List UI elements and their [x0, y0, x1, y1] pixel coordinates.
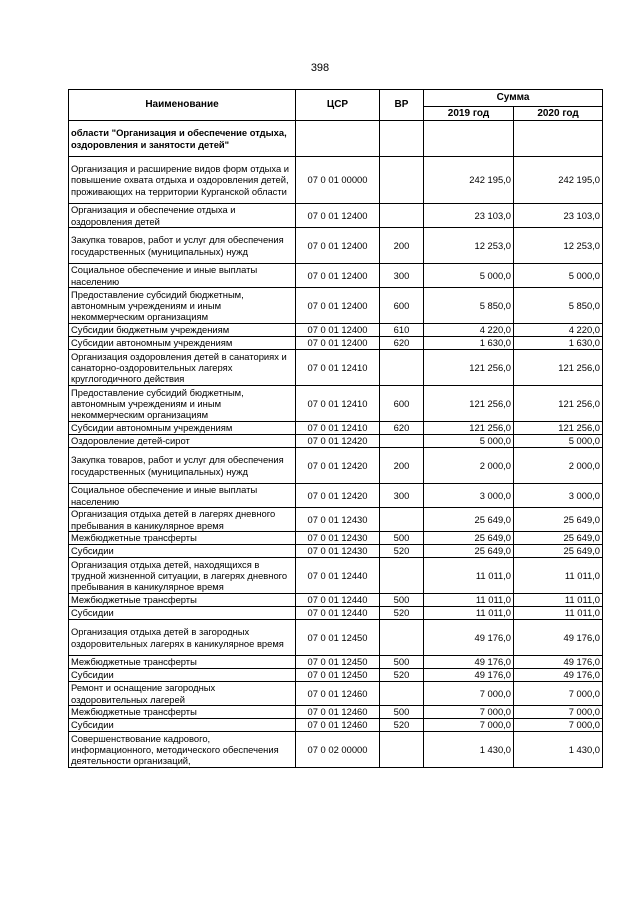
table-row: [69, 545, 603, 558]
row-sum-2019: 25 649,0: [424, 545, 514, 558]
row-name: Организация отдыха детей в лагерях дневного пребывания в каникулярное время: [69, 508, 296, 532]
row-vr: 520: [380, 545, 424, 558]
table-row: [69, 435, 603, 448]
row-name: Субсидии: [69, 545, 296, 558]
row-sum-2019: 121 256,0: [424, 350, 514, 386]
row-sum-2019: 5 850,0: [424, 288, 514, 324]
header-sum: Сумма: [424, 90, 603, 107]
table-row: [69, 350, 603, 386]
row-vr: [380, 682, 424, 706]
row-sum-2020: 11 011,0: [514, 594, 603, 607]
row-csr: 07 0 01 12410: [296, 350, 380, 386]
row-sum-2019: 23 103,0: [424, 204, 514, 228]
row-csr: 07 0 01 12420: [296, 484, 380, 508]
table-row: [69, 228, 603, 264]
table-row: [69, 288, 603, 324]
row-csr: 07 0 01 12460: [296, 682, 380, 706]
row-vr: [380, 350, 424, 386]
budget-table: [68, 89, 603, 768]
row-name: Субсидии: [69, 607, 296, 620]
row-name: Ремонт и оснащение загородных оздоровительных лагерей: [69, 682, 296, 706]
row-sum-2020: 5 000,0: [514, 435, 603, 448]
row-name: Предоставление субсидий бюджетным, автономным учреждениям и иным некоммерческим организациям: [69, 288, 296, 324]
row-sum-2020: 7 000,0: [514, 682, 603, 706]
row-csr: 07 0 01 12430: [296, 532, 380, 545]
row-vr: [380, 558, 424, 594]
page-number: 398: [310, 62, 330, 74]
row-sum-2020: [514, 121, 603, 157]
table-row: [69, 682, 603, 706]
row-vr: 500: [380, 656, 424, 669]
row-sum-2019: 5 000,0: [424, 264, 514, 288]
row-sum-2020: 121 256,0: [514, 350, 603, 386]
header-name: Наименование: [69, 90, 296, 121]
row-sum-2020: 25 649,0: [514, 532, 603, 545]
row-csr: 07 0 01 12400: [296, 228, 380, 264]
row-csr: 07 0 01 12450: [296, 620, 380, 656]
row-sum-2019: 2 000,0: [424, 448, 514, 484]
row-sum-2020: 11 011,0: [514, 607, 603, 620]
row-name: области "Организация и обеспечение отдыха, оздоровления и занятости детей": [69, 121, 296, 157]
table-row: [69, 264, 603, 288]
row-sum-2019: 3 000,0: [424, 484, 514, 508]
table-row: [69, 157, 603, 204]
table-row: [69, 656, 603, 669]
row-csr: 07 0 01 12430: [296, 508, 380, 532]
row-sum-2019: 11 011,0: [424, 558, 514, 594]
row-name: Субсидии: [69, 719, 296, 732]
row-sum-2019: 49 176,0: [424, 656, 514, 669]
row-sum-2020: 121 256,0: [514, 386, 603, 422]
row-sum-2020: 242 195,0: [514, 157, 603, 204]
row-vr: 500: [380, 594, 424, 607]
row-vr: 300: [380, 484, 424, 508]
table-row: [69, 121, 603, 157]
row-sum-2020: 5 850,0: [514, 288, 603, 324]
table-row: [69, 607, 603, 620]
row-vr: [380, 620, 424, 656]
row-csr: 07 0 01 00000: [296, 157, 380, 204]
row-vr: 200: [380, 228, 424, 264]
row-name: Закупка товаров, работ и услуг для обеспечения государственных (муниципальных) нужд: [69, 228, 296, 264]
row-csr: 07 0 01 12440: [296, 594, 380, 607]
header-year-2019: 2019 год: [424, 107, 514, 121]
row-sum-2019: 49 176,0: [424, 669, 514, 682]
row-name: Межбюджетные трансферты: [69, 532, 296, 545]
row-csr: 07 0 01 12450: [296, 669, 380, 682]
row-name: Межбюджетные трансферты: [69, 594, 296, 607]
row-name: Субсидии бюджетным учреждениям: [69, 324, 296, 337]
table-row: [69, 386, 603, 422]
row-sum-2019: 121 256,0: [424, 386, 514, 422]
row-csr: 07 0 01 12420: [296, 448, 380, 484]
table-row: [69, 532, 603, 545]
row-sum-2020: 23 103,0: [514, 204, 603, 228]
row-vr: 610: [380, 324, 424, 337]
table-body: [69, 121, 603, 768]
row-csr: 07 0 01 12400: [296, 204, 380, 228]
row-name: Организация и обеспечение отдыха и оздоровления детей: [69, 204, 296, 228]
row-vr: 600: [380, 386, 424, 422]
table-row: [69, 732, 603, 768]
row-csr: 07 0 02 00000: [296, 732, 380, 768]
row-sum-2020: 7 000,0: [514, 706, 603, 719]
row-sum-2020: 1 430,0: [514, 732, 603, 768]
row-sum-2020: 7 000,0: [514, 719, 603, 732]
row-name: Межбюджетные трансферты: [69, 706, 296, 719]
row-csr: 07 0 01 12430: [296, 545, 380, 558]
row-sum-2019: 49 176,0: [424, 620, 514, 656]
table-row: [69, 558, 603, 594]
table-row: [69, 484, 603, 508]
row-sum-2019: 12 253,0: [424, 228, 514, 264]
row-csr: 07 0 01 12420: [296, 435, 380, 448]
row-name: Организация и расширение видов форм отдыха и повышение охвата отдыха и оздоровления детей, проживающих на территории Курганской области: [69, 157, 296, 204]
row-sum-2019: 5 000,0: [424, 435, 514, 448]
table-row: [69, 706, 603, 719]
row-name: Субсидии: [69, 669, 296, 682]
row-name: Организация отдыха детей в загородных оздоровительных лагерях в каникулярное время: [69, 620, 296, 656]
row-vr: [380, 435, 424, 448]
row-vr: 500: [380, 532, 424, 545]
row-vr: 520: [380, 607, 424, 620]
table-row: [69, 508, 603, 532]
row-sum-2020: 5 000,0: [514, 264, 603, 288]
row-csr: 07 0 01 12460: [296, 706, 380, 719]
row-sum-2019: 11 011,0: [424, 594, 514, 607]
row-sum-2019: 25 649,0: [424, 508, 514, 532]
table-row: [69, 204, 603, 228]
row-sum-2019: 121 256,0: [424, 422, 514, 435]
row-name: Субсидии автономным учреждениям: [69, 337, 296, 350]
row-sum-2020: 121 256,0: [514, 422, 603, 435]
row-csr: 07 0 01 12440: [296, 607, 380, 620]
row-vr: [380, 732, 424, 768]
row-vr: 200: [380, 448, 424, 484]
row-sum-2020: 49 176,0: [514, 656, 603, 669]
row-csr: 07 0 01 12410: [296, 422, 380, 435]
row-csr: [296, 121, 380, 157]
row-name: Субсидии автономным учреждениям: [69, 422, 296, 435]
row-sum-2019: 1 630,0: [424, 337, 514, 350]
row-name: Предоставление субсидий бюджетным, автономным учреждениям и иным некоммерческим организациям: [69, 386, 296, 422]
row-sum-2020: 49 176,0: [514, 620, 603, 656]
row-sum-2020: 25 649,0: [514, 545, 603, 558]
row-vr: 500: [380, 706, 424, 719]
header-csr: ЦСР: [296, 90, 380, 121]
row-vr: [380, 508, 424, 532]
row-csr: 07 0 01 12400: [296, 324, 380, 337]
row-sum-2020: 4 220,0: [514, 324, 603, 337]
row-csr: 07 0 01 12400: [296, 264, 380, 288]
row-csr: 07 0 01 12440: [296, 558, 380, 594]
row-vr: [380, 204, 424, 228]
row-sum-2019: [424, 121, 514, 157]
row-vr: [380, 157, 424, 204]
row-name: Организация оздоровления детей в санаториях и санаторно-оздоровительных лагерях круглогодичного действия: [69, 350, 296, 386]
header-vr: ВР: [380, 90, 424, 121]
row-sum-2019: 242 195,0: [424, 157, 514, 204]
table-row: [69, 594, 603, 607]
row-sum-2020: 25 649,0: [514, 508, 603, 532]
row-name: Закупка товаров, работ и услуг для обеспечения государственных (муниципальных) нужд: [69, 448, 296, 484]
row-vr: 620: [380, 337, 424, 350]
row-name: Социальное обеспечение и иные выплаты населению: [69, 484, 296, 508]
row-csr: 07 0 01 12460: [296, 719, 380, 732]
row-sum-2019: 7 000,0: [424, 719, 514, 732]
row-csr: 07 0 01 12410: [296, 386, 380, 422]
row-sum-2020: 2 000,0: [514, 448, 603, 484]
row-vr: 520: [380, 669, 424, 682]
table-row: [69, 324, 603, 337]
row-vr: 300: [380, 264, 424, 288]
row-sum-2019: 11 011,0: [424, 607, 514, 620]
row-name: Оздоровление детей-сирот: [69, 435, 296, 448]
row-csr: 07 0 01 12400: [296, 288, 380, 324]
row-sum-2019: 7 000,0: [424, 682, 514, 706]
row-name: Организация отдыха детей, находящихся в трудной жизненной ситуации, в лагерях дневного пребывания в каникулярное время: [69, 558, 296, 594]
row-sum-2019: 25 649,0: [424, 532, 514, 545]
table-row: [69, 337, 603, 350]
table-row: [69, 448, 603, 484]
row-name: Совершенствование кадрового, информационного, методического обеспечения деятельности организаций,: [69, 732, 296, 768]
row-csr: 07 0 01 12400: [296, 337, 380, 350]
table-row: [69, 422, 603, 435]
row-sum-2020: 12 253,0: [514, 228, 603, 264]
row-csr: 07 0 01 12450: [296, 656, 380, 669]
row-sum-2019: 1 430,0: [424, 732, 514, 768]
row-name: Межбюджетные трансферты: [69, 656, 296, 669]
header-year-2020: 2020 год: [514, 107, 603, 121]
table-row: [69, 719, 603, 732]
row-sum-2019: 4 220,0: [424, 324, 514, 337]
row-sum-2019: 7 000,0: [424, 706, 514, 719]
row-sum-2020: 11 011,0: [514, 558, 603, 594]
row-sum-2020: 3 000,0: [514, 484, 603, 508]
row-vr: 620: [380, 422, 424, 435]
row-vr: 600: [380, 288, 424, 324]
row-name: Социальное обеспечение и иные выплаты населению: [69, 264, 296, 288]
row-sum-2020: 1 630,0: [514, 337, 603, 350]
table-row: [69, 669, 603, 682]
row-vr: [380, 121, 424, 157]
row-vr: 520: [380, 719, 424, 732]
table-row: [69, 620, 603, 656]
row-sum-2020: 49 176,0: [514, 669, 603, 682]
